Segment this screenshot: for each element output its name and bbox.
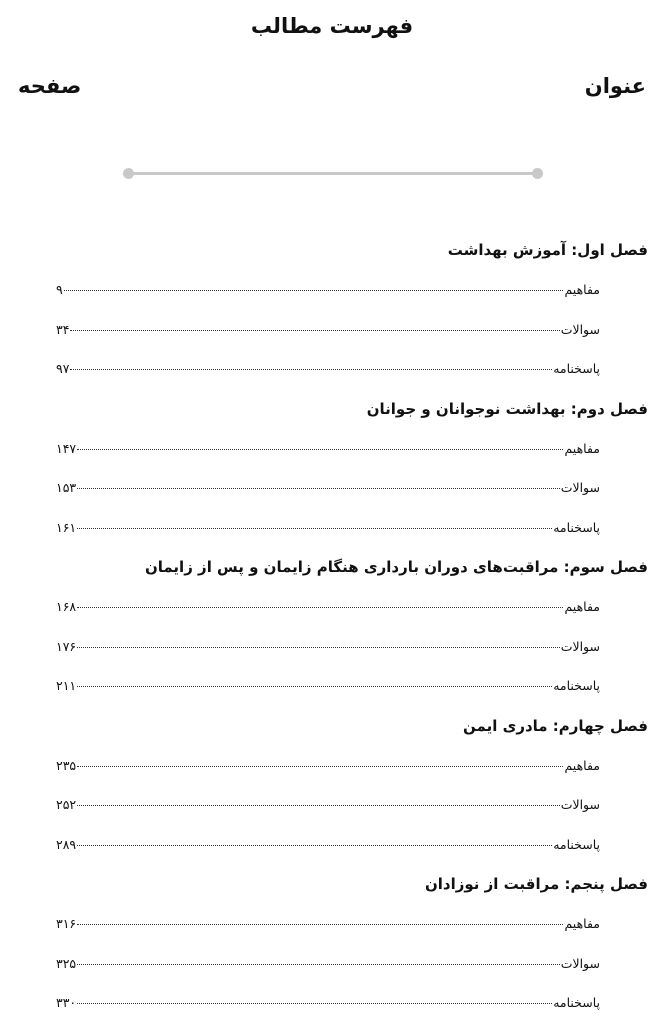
- entry-page-number: ۱۴۷: [56, 440, 77, 456]
- toc-list: [0, 230, 664, 1023]
- toc-entry[interactable]: [56, 825, 600, 865]
- column-page-heading: صفحه: [18, 74, 82, 98]
- dot-leader: [77, 606, 563, 608]
- dot-leader: [77, 963, 560, 965]
- dot-leader: [77, 646, 560, 648]
- entry-page-number: ۱۶۱: [56, 519, 77, 535]
- dot-leader: [70, 368, 552, 370]
- entry-page-number: ۳۳۰: [56, 995, 77, 1010]
- toc-entry[interactable]: [56, 983, 600, 1023]
- dot-leader: [77, 1002, 552, 1004]
- entry-label: سوالات: [560, 797, 600, 812]
- dot-leader: [77, 804, 560, 806]
- page-title: فهرست مطالب: [250, 14, 414, 38]
- chapter-heading[interactable]: فصل سوم: مراقبت‌های دوران بارداری هنگام زایمان و پس از زایمان: [144, 558, 648, 576]
- dot-leader: [77, 448, 563, 450]
- entry-page-number: ۲۱۱: [56, 678, 77, 693]
- entry-page-number: ۳۴: [56, 321, 70, 337]
- decorative-divider: [128, 172, 538, 175]
- toc-entry[interactable]: [56, 944, 600, 984]
- chapter-heading[interactable]: فصل چهارم: مادری ایمن: [463, 716, 648, 735]
- entry-page-number: ۱۶۸: [56, 599, 77, 614]
- entry-label: سوالات: [560, 955, 600, 971]
- toc-entry[interactable]: [56, 270, 600, 310]
- toc-entry[interactable]: [56, 310, 600, 350]
- entry-page-number: ۱۵۳: [56, 480, 77, 495]
- entry-label: سوالات: [560, 321, 600, 337]
- entry-label: پاسخنامه: [553, 361, 600, 376]
- dot-leader: [77, 844, 552, 846]
- entry-label: مفاهیم: [564, 757, 600, 773]
- toc-entry[interactable]: [56, 785, 600, 825]
- chapter-heading[interactable]: فصل دوم: بهداشت نوجوانان و جوانان: [366, 399, 648, 418]
- toc-entry[interactable]: [56, 468, 600, 508]
- entry-label: سوالات: [560, 638, 600, 654]
- entry-label: پاسخنامه: [553, 836, 600, 852]
- toc-entry[interactable]: [56, 746, 600, 786]
- entry-label: مفاهیم: [564, 599, 600, 614]
- entry-label: پاسخنامه: [553, 678, 600, 693]
- dot-leader: [77, 765, 563, 767]
- entry-page-number: ۳۲۵: [56, 955, 77, 971]
- toc-entry[interactable]: [56, 349, 600, 389]
- toc-entry[interactable]: [56, 666, 600, 706]
- dot-leader: [77, 527, 552, 529]
- entry-page-number: ۳۱۶: [56, 916, 77, 931]
- dot-leader: [64, 289, 564, 291]
- entry-label: مفاهیم: [564, 440, 600, 456]
- toc-entry[interactable]: [56, 429, 600, 469]
- entry-page-number: ۲۳۵: [56, 757, 77, 773]
- entry-page-number: ۱۷۶: [56, 638, 77, 654]
- entry-label: پاسخنامه: [553, 995, 600, 1010]
- dot-leader: [77, 685, 552, 687]
- toc-entry[interactable]: [56, 508, 600, 548]
- dot-leader: [77, 923, 563, 925]
- toc-entry[interactable]: [56, 904, 600, 944]
- entry-label: مفاهیم: [564, 916, 600, 931]
- entry-page-number: ۹۷: [56, 361, 70, 376]
- dot-leader: [70, 329, 559, 331]
- dot-leader: [77, 487, 560, 489]
- chapter-heading[interactable]: فصل پنجم: مراقبت از نوزادان: [424, 875, 648, 893]
- entry-label: سوالات: [560, 480, 600, 495]
- column-title-heading: عنوان: [584, 74, 646, 98]
- toc-entry[interactable]: [56, 627, 600, 667]
- entry-label: پاسخنامه: [553, 519, 600, 535]
- divider-dot-left: [123, 168, 134, 179]
- toc-entry[interactable]: [56, 587, 600, 627]
- entry-page-number: ۹: [56, 282, 63, 297]
- entry-label: مفاهیم: [564, 282, 600, 297]
- divider-dot-right: [532, 168, 543, 179]
- chapter-heading[interactable]: فصل اول: آموزش بهداشت: [447, 241, 648, 259]
- entry-page-number: ۲۸۹: [56, 836, 77, 852]
- entry-page-number: ۲۵۲: [56, 797, 77, 812]
